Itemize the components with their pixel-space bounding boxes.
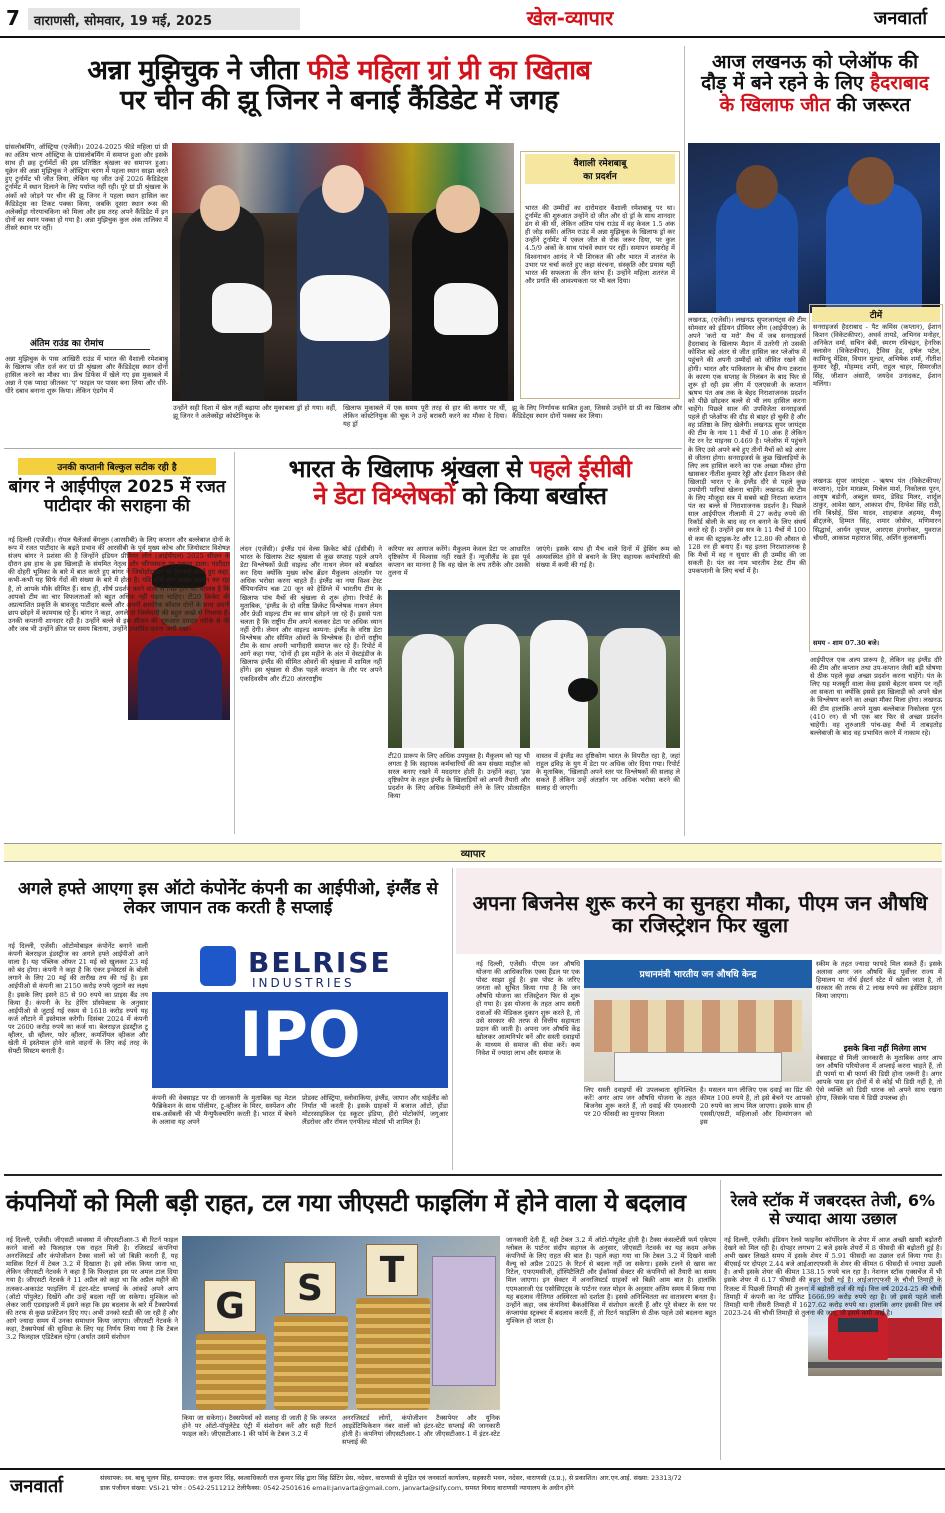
coin-stack-left (196, 1334, 266, 1410)
teams-box-title: टीमें (812, 307, 940, 322)
divider-business-bottom (4, 1174, 942, 1176)
chess-winners-photo (172, 143, 514, 401)
player-right-head (436, 185, 480, 233)
player-center-head (322, 165, 364, 213)
trophy-horse-right (434, 283, 498, 335)
divider-bangar (234, 452, 235, 834)
janaushadhi-col1: नई दिल्ली, एजेंसी। पीएम जन औषधि योजना की आधिकारिक एक्स हैंडल पर एक पोस्ट साझा हुई है। इस पोस्ट के जरिए जनता को सूचित किया गया है कि जन औषधि योजना का रजिस्ट्रेशन फिर से शुरू हो गया है। इस योजना के तहत आप सस्ती दवाओं की मेडिकल दुकान शुरू करते है, तो उसे सरकार की तरफ से वित्तीय सहायता प्रदान की जाती है। अपना जन औषधि केंद्र खोलकर आत्मनिर्भर बनें और सस्ती दवाइयों के माध्यम से समाज की सेवा करें। कम निवेश में ज्यादा लाभ और समाज के (476, 960, 580, 1058)
divider-chess-bottom (4, 448, 682, 449)
ecb-headline (238, 456, 682, 510)
lsg-players-photo (688, 143, 940, 313)
ecb-col2b: टी20 प्रारूप के लिए अधिक उपयुक्त है। मैकुलम को यह भी लगता है कि सहायक कर्मचारियों की कम संख्या माहौल को सरल बनाए रखने में मददगार होती है। उन्होंने कहा, 'इस दृष्टिकोण के तहत इंग्लैंड के खिलाड़ियों को अपनी तैयारी और प्रदर्शन के लिए अधिक जिम्मेदारी लेने के लिए प्रोत्साहित किया (388, 752, 530, 801)
ecb-col3: जाएंगे। इसके साथ ही मैच वाले दिनों में ड्रेसिंग रूम को अव्यवस्थित होने से बचाने के लिए सहायक कर्मचारियों की संख्या में कमी की गई है। (536, 545, 680, 570)
teams-srh: सनराइजर्स हैदराबाद - पैट कमिंस (कप्तान), ईशान किशन (विकेटकीपर), अथर्व तायडे, अभिनव मनोहर, अनिकेत वर्मा, सचिन बेबी, स्मरण रविचंद्रन, हेनरिक क्लासेन (विकेटकीपर), ट्रैविस हेड, हर्षल पटेल, कामिन्दु मेंडिस, वियान मुल्डर, अभिषेक शर्मा, नीतीश कुमार रेड्डी, मोहम्मद शमी, राहुल चाहर, सिमरजीत सिंह, जीशान अंसारी, जयदेव उनादकट, ईशान मलिंगा। (813, 323, 941, 388)
gst-block-t (366, 1244, 418, 1296)
janaushadhi-col4: स्कीम के तहत ज्यादा फायदे मिल सकते हैं। इसके अलावा अगर जन औषधि केंद्र पूर्वोत्तर राज्य में हिमालय या नॉर्थ ईस्टर्न स्टेट में खोला जाता है, तो सरकार की तरफ से 2 लाख रुपये का इंसेंटिव प्रदान किया जाएगा। (816, 960, 942, 1001)
lsg-headline-line3b: की जरूरत (830, 93, 911, 116)
bangar-body: नई दिल्ली (एजेंसी)। रॉयल चैलेंजर्स बेंगलुरु (आरसीबी) के लिए कप्तान और बल्लेबाज दोनों के रूप में रजत पाटीदार के बढ़ते प्रभाव की आरसीबी के पूर्व मुख्य कोच और जियोस्टार विशेषज्ञ संजय बांगर ने प्रशंसा की है जिन्होंने इंडियन प्रीमियर लीग (आईपीएल) 2025 सीजन के दौरान इस हाथ के इस खिलाड़ी के संयमित नेतृत्व और परिपक्वता पर प्रकाश डाला। पाटीदार की दोहरी भूमिका के बारे में बात करते हुए बांगर ने जियोहॉटस्टार पर टिप्पणी करते हुए कहा, कभी-कभी यह सिर्फ गेंदों की संख्या के बारे में होता है। यदि शीर्ष क्रम अच्छा प्रदर्शन कर रहा है, तो आपके मौके सीमित हैं। साथ ही, शीर्ष प्रदर्शन करने वालों से पिछे होने का मतलब है कि आपको टीम का चार विफलताओं को बहुत अधिक नहीं पढ़ना चाहिए। टी20 क्रिकेट की अप्रत्याशित प्रकृति के बावजूद पाटीदार बल्ले और अपनी सामरिक कौशल दोनों के साथ अपनी छाप छोड़ने में कामयाब रहे हैं। बांगर ने कहा, अगले दो जिम्मेदारी की बहुत अच्छे से निभाया है। उनकी कप्तानी शानदार रही है। उन्होंने बल्ले से इस सीजन की शुरुआत दमदार तरीके से की और जब भी उन्होंने क्रीज पर समय बिताया, उन्होंने प्रभावित करना जारी रखा। (8, 536, 230, 634)
masthead-rule (0, 36, 945, 38)
janaushadhi-subhead: इसके बिना नहीं मिलेगा लाभ (843, 1044, 927, 1053)
janaushadhi-store-photo (584, 960, 812, 1082)
player-1 (402, 634, 454, 748)
ecb-col3b: वास्तव में इंग्लैंड का दृष्टिकोण भारत के विपरीत रहा है, जहां राहुल द्रविड़ के युग में डेटा पर अधिक जोर दिया गया। रिपोर्ट के मुताबिक, 'खिलाड़ी अपने स्तर पर विश्लेषकों की सलाह ले सकते हैं लेकिन उन्हें अंतर्ज्ञान पर अधिक भरोसा करने की सलाह दी जाएगी। (536, 752, 680, 793)
vaishali-box-text: भारत की उम्मीदों का दारोमदार वैशाली रमेशबाबू पर था। टूर्नामेंट की शुरुआत उन्होंने दो जीत और दो ड्रॉ के साथ शानदार ढंग से की थी, लेकिन अंतिम पांच राउंड में वह केवल 1.5 अंक ही जोड़ सकीं। अंतिम राउंड में अन्ना मुझिचुक के खिलाफ ड्रॉ कर उन्होंने टूर्नामेंट में एकल जीत से रोक जरूर दिया, पर कुल 4.5/9 अंकों के साथ पांचवें स्थान पर रहीं। समापन समारोह में विश्वनाथन आनंद ने भी शिरकत की और भारत में शतरंज के उभार पर चर्चा करते हुए कहा संरचना, संस्कृति और प्रयास यहीं भारत की सफलता के तीन स्तंभ हैं। उन्होंने महिला शतरंज में और प्रगति की आवश्यकता पर भी बल दिया। (525, 204, 675, 285)
lsg-headline-line1: आज लखनऊ को प्लेऑफ की (711, 51, 919, 73)
ecb-headline-line1a: भारत के खिलाफ श्रृंखला से (288, 455, 530, 483)
chess-headline-part1: अन्ना मुझिचुक ने जीता (87, 55, 308, 86)
gst-col2: किया जा सकेगा)। टैक्सपेयर्स को सलाह दी जाती है कि जरूरत होने पर ऑटो-पॉपुलेटेड एंट्री में संशोधन करें और सही रिटर्न फाइल करें। जीएसटीआर-1 की फॉर्म के टेबल 3.2 में (182, 1414, 336, 1439)
footer-rule (0, 1468, 945, 1470)
business-label: व्यापार (460, 849, 486, 860)
belrise-col3: प्रोडक्ट ऑस्ट्रिया, स्लोवाकिया, इंग्लैंड, जापान और थाईलैंड को निर्यात भी करती है। इसके ग्राहकों में बजाज ऑटो, होंडा मोटरसाइकिल एंड स्कूटर इंडिया, हीरो मोटोकॉर्प, जगुआर लैंडरोवर और रॉयल एनफील्ड मोटर्स भी शामिल हैं। (302, 1094, 448, 1127)
chess-headline-line2: पर चीन की झू जिनर ने बनाई कैंडिडेट में जगह (120, 85, 558, 117)
trophy-horse-left (212, 283, 272, 333)
janaushadhi-col4b: वेबसाइट से मिली जानकारी के मुताबिक अगर आप जन औषधि परियोजना में अप्लाई करना चाहते हैं, तो डी फार्मा या बी फार्मा की डिग्री होना जरूरी है। अगर आपके पास इन दोनों में से कोई भी डिग्री नहीं है, तो ऐसे व्यक्ति को डिग्री धारक को अपने साथ रखना होगा, जिसके पास ये डिग्री उपलब्ध हो। (816, 1054, 942, 1103)
lsg-headline-line2a: दौड़ में बने रहने के लिए (701, 72, 871, 95)
vaishali-box-title (525, 154, 675, 184)
gst-headline: कंपनियों को मिली बड़ी राहत, टल गया जीएसटी फाइलिंग में होने वाला ये बदलाव (6, 1189, 686, 1217)
lsg-player-left-head (736, 165, 778, 209)
divider-rail (720, 1180, 721, 1460)
teams-box (809, 304, 943, 652)
vaishali-box-title-2: का प्रदर्शन (583, 172, 617, 182)
belrise-logo-text: BELRISE (248, 946, 392, 979)
lsg-headline-red1: हैदराबाद (870, 72, 929, 95)
gst-block-g (204, 1280, 256, 1332)
ecb-headline-line2b: को किया बर्खास्त (454, 481, 607, 510)
bangar-headline: बांगर ने आईपीएल 2025 में रजत पाटीदार की सराहना की (8, 477, 226, 517)
chess-col1: ग्रांसलोबर्मिंग, ऑस्ट्रिया (एजेंसी)। 2024-2025 फीडे महिला ग्रां प्री का अंतिम चरण ऑस्ट्रिया के ग्रांसलोबर्मिंग में समाप्त हुआ और इसके साथ ही छह टूर्नामेंटों की इस प्रतिष्ठित श्रृंखला का समापन हुआ। यूक्रेन की अन्ना मुझिचुक ने ऑस्ट्रिया चरण में पहला स्थान साझा करते हुए टूर्नामेंट भी जीत लिया, लेकिन यह जीत उन्हें 2026 कैंडिडेट्स टूर्नामेंट में स्थान दिलाने के लिए पर्याप्त नहीं रही। पूरे ग्रां प्री श्रृंखला के अंकों को जोड़ने पर चीन की झू जिनर ने पहला स्थान हासिल कर कैंडिडेट्स का टिकट पक्का किया, जबकि दूसरा स्थान रूस की अलेक्सेंड्रा गोरयाचकिना को मिला और इस तरह अपने कैंडिडेट में इन दोनों का स्थान पक्का हो गया है। अन्ना मुझिचुक कुल अंक तालिका में तीसरे स्थान पर रहीं। (5, 143, 168, 232)
player-left-head (200, 185, 240, 231)
page-number: 7 (6, 6, 20, 30)
belrise-col1: नई दिल्ली, एजेंसी। ऑटोमोबाइल कंपोनेंट बनाने वाली कंपनी बेलराइज इंडस्ट्रीज का अगले हफ्ते आईपीओ आने वाला है। यह पब्लिक ऑफर 21 मई को खुलकर 23 मई को बंद होगा। कंपनी ने कहा है कि एंकर इन्वेस्टर्स के बोली लगाने के लिए 20 मई की तारीख तय की गई है। इस आईपीओ से कंपनी का 2150 करोड़ रुपये जुटाने का लक्ष्य है। इसके लिए इसने 85 से 90 रुपये का प्राइस बैंड तय किया है। कंपनी के रेड हेरिंग प्रॉस्पेक्टस के अनुसार आईपीओ से जुटाई गई रकम से 1618 करोड़ रुपये यह कर्ज लौटाने में इस्तेमाल करेगी। दिसंबर 2024 में कंपनी पर 2600 करोड़ रुपये का कर्ज था। बेलराइज इंडस्ट्रीज टू व्हीलर, थ्री व्हीलर, फोर व्हीलर, कमर्शियल व्हीकल और खेती में इस्तेमाल होने वाले वाहनों के लिए कई तरह के सेफ्टी सिस्टम बनाती है। (8, 942, 148, 1056)
bangar-kicker: उनकी कप्तानी बिल्कुल सटीक रही है (18, 458, 216, 475)
masthead (0, 0, 945, 36)
store-sign-text: प्रधानमंत्री भारतीय जन औषधि केन्द्र (639, 970, 757, 980)
lsg-headline (688, 52, 942, 116)
janaushadhi-headline: अपना बिजनेस शुरू करने का सुनहरा मौका, पीएम जन औषधि का रजिस्ट्रेशन फिर खुला (472, 891, 928, 938)
lsg-headline-red2: के खिलाफ जीत (719, 93, 831, 116)
gst-col4: जानकारी देती हैं, वही टेबल 3.2 में ऑटो-पॉपुलेट होती है। टैक्स कंसल्टेंसी फर्म एकेएम ग्लोबल के पार्टनर संदीप सहगल के अनुसार, जीएसटी नेटवर्क का यह कदम अनेक कंपनियों के लिए राहत की बात है। पहले कहा गया था कि टेबल 3.2 में दिखने वाली वैल्यू को अप्रैल 2025 के रिटर्न से बदला नहीं जा सकेगा। इसके टलने से खास कर रिटेल, एफएमसीजी, हॉस्पिटैलिटी और ईकॉमर्स सेक्टर की कंपनियों को तैयारी का समय मिल जाएगा। इन सेक्टर में अनरजिस्टर्ड ग्राहकों को बिक्री आम बात है। हालांकि एएमआरजी एंड एसोसिएट्स के पार्टनर रजत मोहन के अनुसार अंतिम समय में किया गया यह बदलाव नीतिगत अस्थिरता को दर्शाता है। इससे अनिश्चितता का वातावरण बनता है। उन्होंने कहा, जब कंपनियां बैकऑफिस में संशोधन करती हैं और पूरे सेक्टर के स्तर पर कंप्लायंस स्ट्रक्चर में बदलाव करती हैं, तो रिटर्न फाइलिंग से ठीक पहले उसे बदलना बहुत मुश्किल हो जाता है। (506, 1236, 716, 1325)
lsg-player-right-head (848, 157, 894, 205)
divider-business (452, 868, 453, 1170)
belrise-ipo-graphic (152, 940, 448, 1088)
gst-col3: अनरजिस्टर्ड लोगों, कंपोजीशन टैक्सपेयर और यूनिक आइडेंटिफिकेशन नंबर वालों को इंटर-स्टेट सप्लाई की जानकारी होती है। कंपनियां जीएसटीआर-1 और जीएसटीआर-1 में इंटर-स्टेट सप्लाई की (342, 1414, 500, 1447)
chess-col1b: अन्ना मुझिचुक के पास आखिरी राउंड में भारत की वैशाली रमेशबाबू के खिलाफ जीत दर्ज कर ग्रां प्री श्रृंखला और कैंडिडेट्स स्थान दोनों हासिल करने का मौका था। फ्रेंच डिफेंस में खेले गए इस मुकाबले में अन्ना ने एक प्यादा जीतकर 'ए' फाइल पर पासर बना लिया और धीरे-धीरे दबाव बनाना शुरू किया। लेकिन एंडगेम में (5, 355, 168, 396)
paper-name: जनवार्ता (874, 8, 927, 29)
chess-caption-a: उन्होंने सही दिशा में खेल नहीं बढ़ाया और मुकाबला ड्रॉ हो गया। वहीं, झू जिनर ने अलेक्सेंड्रा कोस्टेनियुक के (173, 404, 337, 421)
belrise-headline: अगले हफ्ते आएगा इस ऑटो कंपोनेंट कंपनी का आईपीओ, इंग्लैंड से लेकर जापान तक करती है सप्लाई (17, 879, 439, 919)
teams-time: समय - शाम 07.30 बजे। (813, 639, 880, 647)
helmet (568, 678, 598, 702)
england-team-photo (388, 590, 680, 748)
gst-coins-photo (182, 1236, 500, 1410)
coin-stack-mid (274, 1316, 348, 1410)
store-counter (614, 1052, 782, 1082)
footer-imprint-2: डाक पंजीयन संख्या: VSI-21 फोन : 0542-2511212 टेलीफैक्स: 0542-2501616 email:janvarta@gmail.com, janvarta@sify.com, समस्त विवाद वाराणसी न्यायालय के अधीन होंगे (100, 1484, 574, 1492)
trophy-horse-center (300, 275, 390, 341)
gst-block-s (284, 1262, 336, 1314)
ecb-col2: करियर का आगाज करेंगे। मैकुलम केवल डेटा पर आधारित दृष्टिकोण में विश्वास नहीं रखते हैं। न्यूजीलैंड के इस पूर्व कप्तान का मानना है कि वह खेल के लय तरीके और उसकी तुलना में (388, 545, 530, 578)
belrise-logo-subtext: INDUSTRIES (252, 976, 355, 990)
footer-logo: जनवार्ता (10, 1476, 63, 1497)
chess-caption-c: झू के लिए निर्णायक साबित हुआ, जिससे उन्होंने ग्रां प्री का खिताब और कैंडिडेट्स स्थान दोनों पक्का कर लिया। (512, 404, 682, 421)
rail-body: नई दिल्ली, एजेंसी। इंडियन रेलवे फाइनेंस कॉर्पोरेशन के शेयर में आज अच्छी खासी बढ़ोतरी देखने को मिल रही है। दोपहर लगभग 2 बजे इसके शेयरों में 8 फीसदी की बढ़ोतरी हुई है। अभी खबर लिखते समय में इसके शेयर में 5.91 फीसदी का उछाल दर्ज किया गया है। बीएसई पर दोपहर 2.44 बजे आईआरएफसी के शेयर की कीमत 6 फीसदी से ज्यादा उछली है। अभी इसके शेयर की कीमत 138.15 रुपये चल रहा है। नेशनल स्टॉक एक्सचेंज में भी इसके शेयर में 6.17 फीसदी की बढ़त देखी गई है। आईआरएफसी के चौथी तिमाही के रिजल्ट में पिछली तिमाही की तुलना में बढ़ोतरी दर्ज की गई। वित्त वर्ष 2024-25 की चौथी तिमाही में कंपनी का नेट प्रॉफिट 1666.99 करोड़ रुपये रहा है। जो इससे पहले वाली तिमाही यानी तीसरी तिमाही में 1627.62 करोड़ रुपये था। हालांकि अगर इसकी वित्त वर्ष 2023-24 की चौथी तिमाही से तुलना की जाए, तो इसमें कमी आई है। (724, 1236, 942, 1317)
gst-col1: नई दिल्ली, एजेंसी। जीएसटी व्यवस्था में जीएसटीआर-3 बी रिटर्न फाइल करने वालों को फिलहाल एक राहत मिली है। रजिस्टर्ड कंपनियां अनरजिस्टर्ड और कंपोजीशन टैक्स वालों को जो बिक्री करती हैं, यह मासिक रिटर्न में टेबल 3.2 में दिखाता है। इसे लॉक किया जाना था, लेकिन जीएसटी नेटवर्क ने कहा है कि फिलहाल इस पर अमल टाल दिया गया है। जीएसटी नेटवर्क ने 11 अप्रैल को कहा था कि अप्रैल महीने की तत्स्कर-अकाउंट फाइलिंग में इंटर-स्टेट सप्लाई के आंकड़े अपने आप (ऑटो पॉपुलेट) दिखेंगे और उन्हें बदला नहीं जा सकेगा। मुश्किल को लेकर जारी एडवाइजरी में इसने कहा कि इस बदलाव के बारे में टैक्सपेयर्स की तरफ से कुछ प्रजेंटेशन दिए गए। अभी उनको स्टडी की जा रही है और आगे ज्यादा समय में उनका समाधान किया जाएगा। जीएसटी नेटवर्क ने कहा, टैक्सपेयर्स की सुविधा के लिए यह निर्णय लिया गया है कि टेबल 3.2 फिलहाल एडिटेबल रहेगा (अर्थात उसमें संशोधन (6, 1236, 178, 1342)
chess-caption-b: खिलाफ मुकाबले में एक समय पूरी तरह से हार की कगार पर थीं, लेकिन कोस्टेनियुक की चूक ने उन्हें बराबरी करने का मौका दे दिया। यह ड्रॉ (343, 404, 507, 429)
chess-subhead: अंतिम राउंड का रोमांच (30, 336, 150, 350)
gst-letter-s: S (297, 1268, 323, 1309)
teams-lsg: लखनऊ सुपर जायंट्स - ऋषभ पंत (विकेटकीपर/कप्तान), एडेन मारक्रम, मिचेल मार्श, निकोलस पूरन, आयुष बडोनी, अब्दुल समद, डेविड मिलर, शार्दुल ठाकुर, आवेश खान, आकाश दीप, दिग्वेश सिंह राठी, रवि बिश्नोई, प्रिंस यादव, शाहबाज अहमद, मैथ्यू ब्रीट्ज़के, हिम्मत सिंह, शमार जोसेफ, मणिमारन सिद्धार्थ, आर्यन जुयाल, आरएस हंगरगेकर, युवराज चौधरी, आकाश महाराज सिंह, अर्शिन कुलकर्णी। (813, 477, 941, 542)
chess-headline (4, 56, 674, 116)
player-2 (464, 624, 520, 748)
coin-stack-right (356, 1298, 430, 1410)
divider-right-column (684, 46, 685, 836)
player-4 (600, 628, 666, 748)
gst-letter-t: T (379, 1250, 405, 1291)
store-shelves (594, 1000, 802, 1052)
ipo-big-text: IPO (239, 998, 361, 1071)
janaushadhi-col2: लिए सस्ती दवाइयों की उपलब्धता सुनिश्चित करें! अगर आप जन औषधि योजना के तहत बिजनेस शुरू करते हैं, तो दवाई की एमआरपी पर 20 फीसदी का मुनाफा मिलता (584, 1086, 696, 1119)
business-section-bar (4, 843, 942, 862)
dateline: वाराणसी, सोमवार, 19 मई, 2025 (28, 8, 300, 30)
ecb-headline-red2: ने डेटा विश्लेषकों (313, 481, 455, 510)
janaushadhi-col3: है। मसलन मान लीजिए एक दवाई का प्रिंट की कीमत 100 रुपये है, तो इसे बेचने पर आपको 20 रुपये का लाभ मिल जाएगा। इसके साथ ही एससी/एसटी, महिलाओं और दिव्यांगजन को इस (700, 1086, 812, 1127)
footer-imprint: संस्थापक: स्व. बाबू भूलन सिंह, सम्पादक: राज कुमार सिंह, स्वत्वाधिकारी राज कुमार सिंह द्वारा सिंह प्रिंटिंग प्रेस, नदेसर, वाराणसी से मुद्रित एवं जनवार्ता कार्यालय, सहकारी भवन, नदेसर, वाराणसी (उ.प्र.), से प्रकाशित। आर.एन.आई. संख्या: 23313/72 (100, 1474, 682, 1482)
chess-headline-red: फीडे महिला ग्रां प्री का खिताब (307, 55, 591, 86)
vaishali-box-title-1: वैशाली रमेशबाबू (573, 159, 627, 169)
section-title: खेल-व्यापार (526, 6, 614, 30)
vaishali-box (520, 151, 680, 399)
rail-headline: रेलवे स्टॉक में जबरदस्त तेजी, 6% से ज्यादा आया उछाल (730, 1191, 936, 1228)
ecb-col1: लंदन (एजेंसी)। इंग्लैंड एवं वेल्स क्रिकेट बोर्ड (ईसीबी) ने भारत के खिलाफ टेस्ट श्रृंखला से कुछ सप्ताह पहले अपने डेटा विश्लेषकों फ्रेडी वाइल्ड और नाथन लेमन को बर्खास्त कर दिया क्योंकि मुख्य कोच ब्रेंडन मैकुलम अंतर्ज्ञान पर अधिक भरोसा करना चाहते हैं। इंग्लैंड का नया विश्व टेस्ट चैंपियनशिप चक्र 20 जून को हेडिंग्ले में भारतीय टीम के खिलाफ पांच मैचों की श्रृंखला से शुरू होगा। रिपोर्ट के मुताबिक, 'इंग्लैंड के दो वरिष्ठ क्रिकेट विश्लेषक नाथन लेमन और फ्रेडी वाइल्ड टीम का साथ छोड़ने जा रहे हैं। इससे पता चलता है कि राष्ट्रीय टीम अपने चलकर डेटा पर अधिक ध्यान नहीं देगी। लेमन और वाइल्ड कम्पना: इंग्लैंड के वरिष्ठ डेटा विश्लेषक और सीमित ओवरों के विश्लेषक हैं। दोनों राष्ट्रीय टीम के साथ अपनी भागीदारी समाप्त कर रहे हैं। रिपोर्ट में आगे कहा गया, 'दोनों ही इस महीने के अंत में वेस्टइंडीज के खिलाफ इंग्लैंड की सीमित ओवरों की श्रृंखला में शामिल नहीं होंगे। इस श्रृंखला से ठीक पहले कप्तान के तौर पर अपने एकदिवसीय और टी20 अंतरराष्ट्रीय (240, 545, 382, 683)
belrise-logo-mark (200, 946, 236, 986)
belrise-col2: कंपनी की वेबसाइट पर दी जानकारी के मुताबिक यह मेटल फैब्रिकेशन के साथ पॉलीमर, टू-व्हीलर के मिरर, सस्पेंशन और सब-असेंबली की भी मैन्युफैक्चरिंग करती है। भारत में बेचने के अलावा यह अपने (152, 1094, 296, 1127)
ecb-headline-red1: पहले ईसीबी (529, 455, 632, 483)
lsg-body1: लखनऊ, (एजेंसी)। लखनऊ सुपरजायंट्स की टीम सोमवार को इंडियन प्रीमियर लीग (आईपीएल) के अपने 'करो या मरो' मैच में जब सनराइजर्स हैदराबाद के खिलाफ मैदान में उतरेगी तो उसकी कोशिश बड़े अंतर से जीत हासिल कर प्लेऑफ में पहुंचने की अपनी उम्मीदों को जीवित रखने की होगी। भारत और पाकिस्तान के बीच सैन्य टकराव के कारण एक सप्ताह के निलंबन के बाद फिर से शुरू हो रही इस लीग में एलएसजी के कप्तान ऋषभ पंत अब तक के बेहद निराशाजनक प्रदर्शन को पीछे छोड़कर बल्ले से भी लय हासिल करना चाहेंगे। पिछले साल की उपविजेता सनराइजर्स पहले ही प्लेऑफ की दौड़ से बाहर हो चुकी है और वह प्रतिष्ठा के लिए खेलेगी। लखनऊ सुपर जायंट्स की टीम के नाम 11 मैचों में 10 अंक है लेकिन नेट रन रेट माइनस 0.469 है। प्लेऑफ में पहुंचने के लिए उसे अपने बचे हुए तीनों मैचों को बड़े अंतर से जीतना होगा। सनराइजर्स के कुछ खिलाड़ियों के लिए लय हासिल करने का एक अच्छा मौका होगा खासकर नीतीश कुमार रेड्डी और ईशान किशन जैसे खिलाड़ी भारत ए के इंग्लैंड दौरे से पहले कुछ उपयोगी पारियां खेलना चाहेंगे। लखनऊ की टीम के लिए मौजूदा सत्र में सबसे बड़ी निराशा कप्तान पंत का बल्ले से निराशाजनक प्रदर्शन है। पिछले साल आईपीएल नीलामी में 27 करोड़ रुपये की रिकॉर्ड बोली के बाद वह रन बनाने के लिए संघर्ष करते रहे हैं। उन्होंने इस सत्र के 11 मैचों में 100 से कम की स्ट्राइक-रेट और 12.80 की औसत से 128 रन ही बनाए हैं। यह इतना निराशाजनक है कि मैचों में वह न सुधार की ही उम्मीद की जा सकती है। पंत का नाम भारतीय टेस्ट टीम की उपकप्तानी के लिए चर्चा में है। (688, 316, 806, 575)
banknote (432, 1256, 496, 1386)
lsg-body2: आईपीएल एक अल्प प्रारूप है, लेकिन वह इंग्लैंड दौरे की टीम और कप्तान तथा उप-कप्तान जैसी बड़ी घोषणा से ठीक पहले कुछ अच्छा प्रदर्शन करना चाहेंगे। पंत के लिए यह मजबूरी वाला केस इससे बेहतर समय पर नहीं आ सकता था क्योंकि इससे इस खिलाड़ी को अपने खेल के विश्लेषण करने का अच्छा मौका मिला होगा। लखनऊ की टीम हालांकि अपने मुख्य बल्लेबाज निकोलस पूरन (410 रन) से भी एक बार फिर से अच्छा प्रदर्शन चाहेगी। वह शुरुआती पांच-छह मैचों में ताबड़तोड़ बल्लेबाजी के बाद वह प्रभावित करने में नाकाम रहे। (810, 656, 942, 737)
gst-letter-g: G (215, 1286, 245, 1327)
